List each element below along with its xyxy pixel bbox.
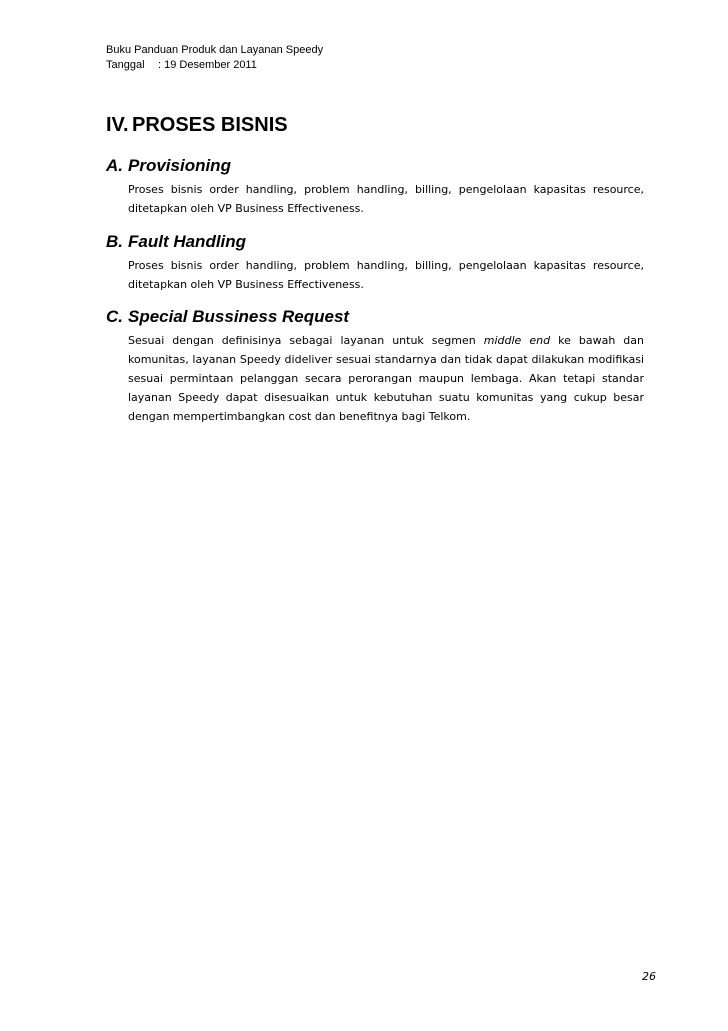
section-body: Proses bisnis order handling, problem handling, billing, pengelolaan kapasitas resource, ditetapkan oleh VP Business Effectiveness. <box>128 259 644 291</box>
section-body <box>128 331 644 426</box>
section-fault-handling <box>106 231 644 294</box>
header-date-value: : 19 Desember 2011 <box>158 59 257 71</box>
section-heading <box>106 231 644 253</box>
chapter-title <box>106 112 288 138</box>
page-header <box>106 43 323 73</box>
body-emphasis: middle end <box>483 334 551 347</box>
section-title: Special Bussiness Request <box>128 307 350 326</box>
section-heading <box>106 155 644 177</box>
body-text-start: Sesuai dengan definisinya sebagai layanan untuk segmen <box>128 334 484 347</box>
header-doc-title: Buku Panduan Produk dan Layanan Speedy <box>106 44 324 56</box>
section-title: Fault Handling <box>128 232 247 251</box>
chapter-title-text: PROSES BISNIS <box>132 114 288 136</box>
section-special-business-request <box>106 306 644 426</box>
header-date-row <box>106 58 323 73</box>
body-text-end: ke bawah dan komunitas, layanan Speedy dideliver sesuai standarnya dan tidak dapat dilakukan modifikasi sesuai permintaan pelanggan secara perorangan maupun lembaga. Akan tetapi standar layanan Speedy dapat disesuaikan untuk kebutuhan suatu komunitas yang cukup besar dengan mempertimbangkan cost dan benefitnya bagi Telkom. <box>128 334 645 423</box>
header-date-label: Tanggal <box>106 59 145 71</box>
section-heading <box>106 306 644 328</box>
section-body: Proses bisnis order handling, problem handling, billing, pengelolaan kapasitas resource, ditetapkan oleh VP Business Effectiveness. <box>128 183 644 215</box>
section-letter: B. <box>106 232 123 251</box>
page-number: 26 <box>642 970 656 983</box>
section-provisioning <box>106 155 644 218</box>
section-letter: C. <box>106 307 123 326</box>
section-title: Provisioning <box>128 156 231 175</box>
section-letter: A. <box>106 156 123 175</box>
chapter-number: IV. <box>106 114 129 136</box>
